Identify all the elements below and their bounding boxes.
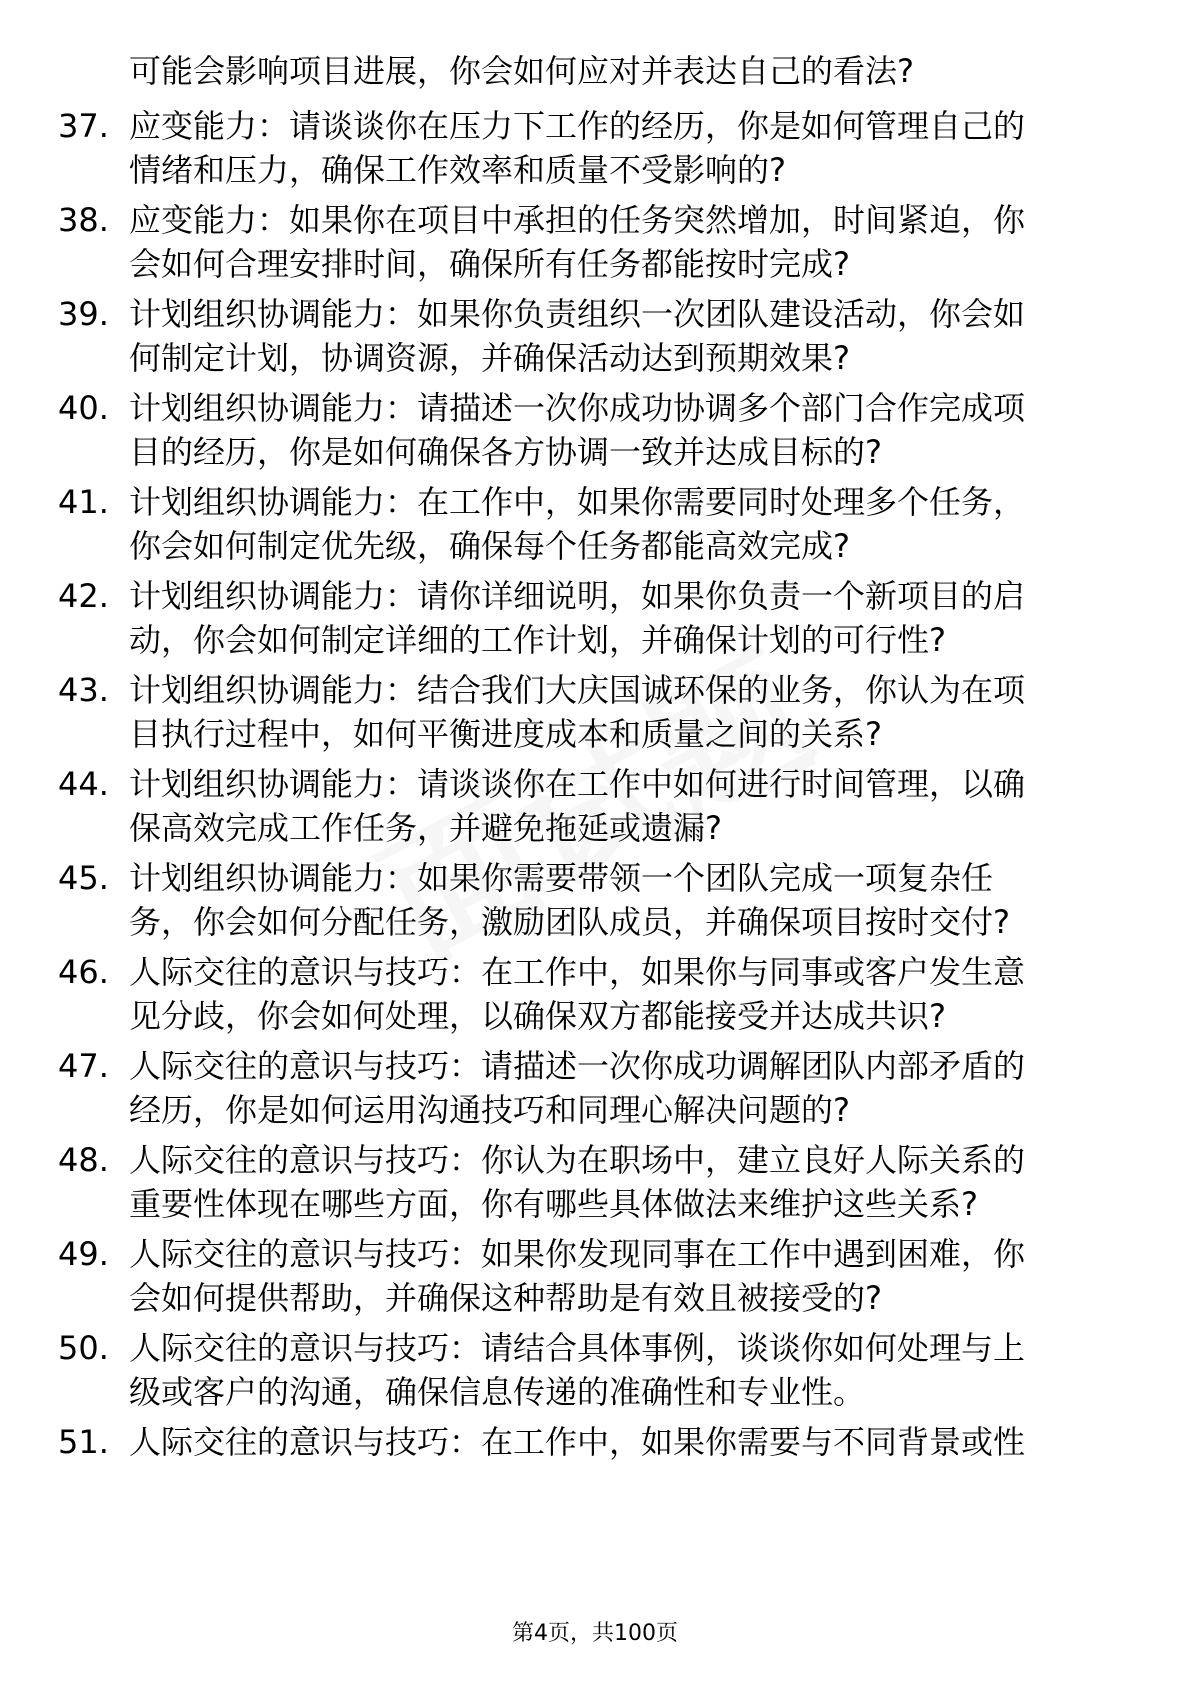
question-text-line-2: 保高效完成工作任务，并避免拖延或遗漏? (129, 809, 722, 847)
question-item (58, 1423, 1138, 1507)
question-item (58, 389, 1138, 473)
question-text-line-1: 计划组织协调能力：结合我们大庆国诚环保的业务，你认为在项 (129, 671, 1026, 709)
question-item (58, 577, 1138, 661)
question-number: 40. (58, 389, 109, 427)
question-text-line-1: 人际交往的意识与技巧：你认为在职场中，建立良好人际关系的 (129, 1141, 1026, 1179)
question-text-line-1: 计划组织协调能力：如果你需要带领一个团队完成一项复杂任 (129, 859, 994, 897)
question-text-line-2: 经历，你是如何运用沟通技巧和同理心解决问题的? (129, 1091, 850, 1129)
question-item (58, 295, 1138, 379)
question-item (58, 1141, 1138, 1225)
question-text-line-1: 计划组织协调能力：在工作中，如果你需要同时处理多个任务， (129, 483, 1026, 521)
question-number: 50. (58, 1329, 109, 1367)
question-text-line-2: 动，你会如何制定详细的工作计划，并确保计划的可行性? (129, 621, 946, 659)
question-number: 44. (58, 765, 109, 803)
question-item (58, 483, 1138, 567)
question-number: 46. (58, 953, 109, 991)
question-number: 47. (58, 1047, 109, 1085)
question-number: 51. (58, 1423, 109, 1461)
question-text-line-2: 重要性体现在哪些方面，你有哪些具体做法来维护这些关系? (129, 1185, 978, 1223)
page-footer: 第4页，共100页 (512, 1621, 678, 1646)
question-item (58, 1047, 1138, 1131)
question-text-line-2: 级或客户的沟通，确保信息传递的准确性和专业性。 (129, 1373, 866, 1411)
question-number: 38. (58, 201, 109, 239)
question-text-line-1: 计划组织协调能力：请描述一次你成功协调多个部门合作完成项 (129, 389, 1026, 427)
question-item (58, 107, 1138, 191)
question-number: 39. (58, 295, 109, 333)
question-number: 37. (58, 107, 109, 145)
question-text-line-2: 会如何提供帮助，并确保这种帮助是有效且被接受的? (129, 1279, 882, 1317)
question-number: 48. (58, 1141, 109, 1179)
question-item (58, 1329, 1138, 1413)
question-text-line-2: 会如何合理安排时间，确保所有任务都能按时完成? (129, 245, 850, 283)
question-text-line-2: 见分歧，你会如何处理，以确保双方都能接受并达成共识? (129, 997, 946, 1035)
question-item (58, 671, 1138, 755)
question-text-line-1: 人际交往的意识与技巧：请描述一次你成功调解团队内部矛盾的 (129, 1047, 1026, 1085)
question-number: 49. (58, 1235, 109, 1273)
question-text-line-1: 应变能力：请谈谈你在压力下工作的经历，你是如何管理自己的 (129, 107, 1026, 145)
question-text-line-1: 计划组织协调能力：如果你负责组织一次团队建设活动，你会如 (129, 295, 1026, 333)
question-text-line-1: 人际交往的意识与技巧：请结合具体事例，谈谈你如何处理与上 (129, 1329, 1026, 1367)
question-text-line-2: 何制定计划，协调资源，并确保活动达到预期效果? (129, 339, 850, 377)
continued-question-text: 可能会影响项目进展，你会如何应对并表达自己的看法? (129, 52, 914, 90)
question-number: 42. (58, 577, 109, 615)
question-text-line-2: 你会如何制定优先级，确保每个任务都能高效完成? (129, 527, 850, 565)
question-item (58, 953, 1138, 1037)
question-text-line-1: 人际交往的意识与技巧：在工作中，如果你与同事或客户发生意 (129, 953, 1026, 991)
question-item (58, 1235, 1138, 1319)
question-text-line-1: 人际交往的意识与技巧：如果你发现同事在工作中遇到困难，你 (129, 1235, 1026, 1273)
question-item (58, 765, 1138, 849)
question-number: 45. (58, 859, 109, 897)
question-text-line-1: 计划组织协调能力：请你详细说明，如果你负责一个新项目的启 (129, 577, 1026, 615)
question-text-line-2: 目的经历，你是如何确保各方协调一致并达成目标的? (129, 433, 882, 471)
question-text-line-1: 计划组织协调能力：请谈谈你在工作中如何进行时间管理，以确 (129, 765, 1026, 803)
question-text-line-1: 应变能力：如果你在项目中承担的任务突然增加，时间紧迫，你 (129, 201, 1026, 239)
question-number: 43. (58, 671, 109, 709)
question-text-line-2: 情绪和压力，确保工作效率和质量不受影响的? (129, 151, 786, 189)
question-text-line-2: 目执行过程中，如何平衡进度成本和质量之间的关系? (129, 715, 882, 753)
question-text-line-1: 人际交往的意识与技巧：在工作中，如果你需要与不同背景或性 (129, 1423, 1026, 1461)
question-item (58, 201, 1138, 285)
question-item (58, 859, 1138, 943)
question-text-line-2: 务，你会如何分配任务，激励团队成员，并确保项目按时交付? (129, 903, 1010, 941)
question-number: 41. (58, 483, 109, 521)
